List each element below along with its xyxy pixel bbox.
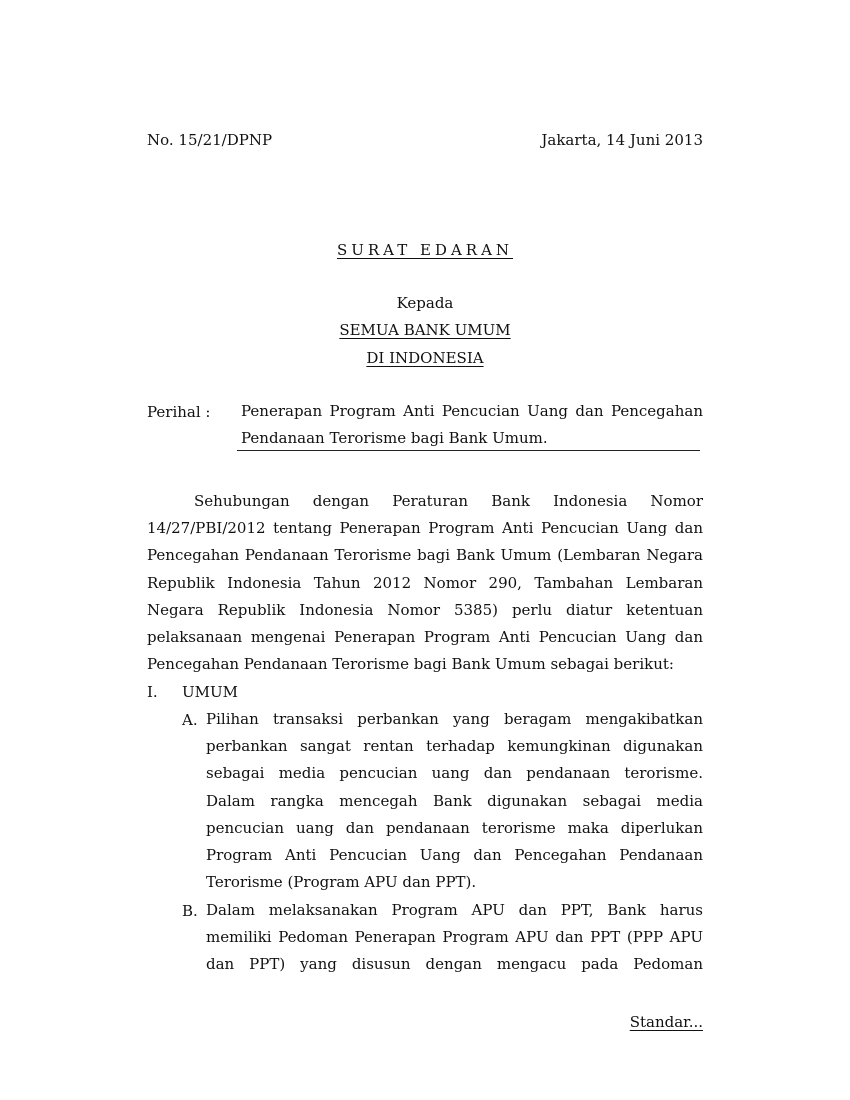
item-line: Dalam melaksanakan Program APU dan PPT, Bank harus: [206, 901, 703, 919]
item-line: pencucian uang dan pendanaan terorisme maka diperlukan: [206, 818, 703, 837]
paragraph-line: Pencegahan Pendanaan Terorisme bagi Bank Umum sebagai berikut:: [147, 655, 674, 674]
item-b-marker: B.: [182, 902, 198, 920]
paragraph-line: Republik Indonesia Tahun 2012 Nomor 290, Tambahan Lembaran: [147, 573, 703, 592]
item-b-text: [206, 897, 703, 979]
section-number: I.: [147, 683, 158, 701]
item-a-marker: A.: [182, 711, 198, 729]
item-line: perbankan sangat rentan terhadap kemungkinan digunakan: [206, 737, 703, 756]
paragraph-line: Sehubungan dengan Peraturan Bank Indonesia Nomor: [194, 492, 703, 510]
recipient-to: Kepada: [396, 294, 454, 312]
item-a-text: [206, 706, 703, 896]
item-line: dan PPT) yang disusun dengan mengacu pada Pedoman: [206, 955, 703, 974]
continuation-marker: Standar...: [629, 1013, 703, 1031]
subject-line: Penerapan Program Anti Pencucian Uang dan Pencegahan: [241, 402, 703, 420]
item-line: Program Anti Pencucian Uang dan Pencegahan Pendanaan: [206, 845, 703, 864]
item-line: Pilihan transaksi perbankan yang beragam mengakibatkan: [206, 710, 703, 728]
recipient-line-2: DI INDONESIA: [366, 349, 484, 367]
item-line: Dalam rangka mencegah Bank digunakan sebagai media: [206, 791, 703, 810]
paragraph-line: pelaksanaan mengenai Penerapan Program Anti Pencucian Uang dan: [147, 627, 703, 646]
subject-line: Pendanaan Terorisme bagi Bank Umum.: [241, 429, 548, 448]
subject-underline: [237, 450, 700, 451]
letter-date: Jakarta, 14 Juni 2013: [541, 131, 703, 149]
letter-number: No. 15/21/DPNP: [147, 131, 273, 149]
item-line: memiliki Pedoman Penerapan Program APU dan PPT (PPP APU: [206, 928, 703, 947]
recipient-line-1: SEMUA BANK UMUM: [339, 321, 511, 339]
document-title: SURAT EDARAN: [336, 241, 514, 259]
item-line: Terorisme (Program APU dan PPT).: [206, 873, 477, 892]
paragraph-line: Negara Republik Indonesia Nomor 5385) perlu diatur ketentuan: [147, 600, 703, 619]
section-title: UMUM: [182, 683, 239, 701]
item-line: sebagai media pencucian uang dan pendanaan terorisme.: [206, 764, 703, 783]
subject-text: [241, 398, 703, 452]
subject-label: Perihal :: [147, 403, 211, 421]
intro-paragraph: [147, 488, 703, 678]
paragraph-line: 14/27/PBI/2012 tentang Penerapan Program Anti Pencucian Uang dan: [147, 519, 703, 538]
paragraph-line: Pencegahan Pendanaan Terorisme bagi Bank Umum (Lembaran Negara: [147, 546, 703, 565]
